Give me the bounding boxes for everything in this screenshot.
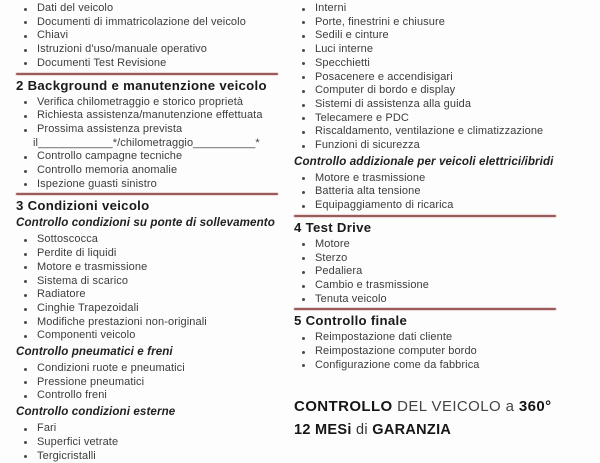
bullet-icon — [24, 183, 27, 186]
list-item-text: Reimpostazione computer bordo — [315, 345, 477, 358]
bullet-icon — [24, 395, 27, 398]
tagline-garanzia — [294, 422, 590, 439]
list-item-continuation-text: il____________*/chilometraggio__________* — [33, 136, 260, 149]
list-item — [16, 150, 282, 164]
bullet-icon — [24, 115, 27, 118]
bullet-list — [16, 96, 282, 192]
list-item — [16, 275, 282, 289]
list-item — [294, 199, 590, 213]
checklist-column-left — [16, 0, 282, 463]
bullet-icon — [24, 239, 27, 242]
list-item-text: Sistema di scarico — [37, 274, 129, 287]
list-item-continuation — [16, 137, 282, 151]
subsection-heading: Controllo condizioni su ponte di sollevamento — [16, 216, 275, 230]
list-item-text: Sterzo — [315, 251, 348, 264]
list-item-text: Batteria alta tensione — [315, 185, 421, 198]
section-heading: 4 Test Drive — [294, 219, 372, 235]
bullet-list — [294, 238, 590, 307]
list-item-text: Motore e trasmissione — [315, 171, 426, 184]
list-item-text: Configurazione come da fabbrica — [315, 358, 480, 371]
list-item — [294, 238, 590, 252]
list-item-text: Interni — [315, 2, 347, 14]
list-item-text: Controllo campagne tecniche — [37, 150, 183, 163]
bullet-icon — [24, 266, 27, 269]
bullet-icon — [24, 62, 27, 65]
list-item-text: Porte, finestrini e chiusure — [315, 15, 445, 28]
bullet-icon — [24, 49, 27, 52]
bullet-icon — [302, 257, 305, 260]
subsection-heading: Controllo condizioni esterne — [16, 405, 176, 419]
section-divider — [16, 193, 278, 195]
bullet-icon — [24, 381, 27, 384]
list-item-text: Modifiche prestazioni non-originali — [37, 315, 207, 328]
list-item — [294, 71, 590, 85]
list-item — [16, 316, 282, 330]
list-item — [16, 288, 282, 302]
bullet-icon — [302, 177, 305, 180]
list-item — [16, 436, 282, 450]
bullet-icon — [302, 49, 305, 52]
list-item — [16, 261, 282, 275]
list-item-text: Documenti di immatricolazione del veicolo — [37, 15, 246, 28]
list-item-text: Fari — [37, 422, 57, 435]
bullet-list — [16, 362, 282, 403]
list-item-text: Motore e trasmissione — [37, 260, 148, 273]
list-item — [16, 450, 282, 463]
bullet-list — [16, 422, 282, 463]
bullet-icon — [24, 428, 27, 431]
section-heading: 2 Background e manutenzione veicolo — [16, 77, 267, 93]
list-item-text: Condizioni ruote e pneumatici — [37, 362, 185, 375]
bullet-icon — [302, 117, 305, 120]
bullet-icon — [24, 308, 27, 311]
list-item-text: Chiavi — [37, 29, 69, 42]
list-item — [16, 29, 282, 43]
list-item — [294, 125, 590, 139]
list-item — [294, 185, 590, 199]
list-item — [294, 172, 590, 186]
list-item — [16, 2, 282, 16]
bullet-icon — [302, 21, 305, 24]
list-item — [294, 252, 590, 266]
list-item-text: Computer di bordo e display — [315, 84, 456, 97]
list-item-text: Tergicristalli — [37, 449, 96, 462]
list-item — [294, 359, 590, 373]
tagline-segment: 360° — [518, 398, 552, 416]
tagline-segment: GARANZIA — [372, 422, 452, 439]
bullet-icon — [302, 337, 305, 340]
list-item — [294, 345, 590, 359]
list-item — [294, 16, 590, 30]
list-item-text: Controllo freni — [37, 389, 107, 402]
bullet-list — [16, 233, 282, 343]
bullet-icon — [302, 243, 305, 246]
list-item — [294, 29, 590, 43]
bullet-icon — [302, 76, 305, 79]
list-item — [16, 96, 282, 110]
list-item — [16, 422, 282, 436]
subsection-heading: Controllo pneumatici e freni — [16, 345, 173, 359]
list-item-text: Istruzioni d'uso/manuale operativo — [37, 43, 207, 56]
list-item — [294, 98, 590, 112]
list-item — [294, 293, 590, 307]
bullet-icon — [24, 294, 27, 297]
list-item — [16, 16, 282, 30]
list-item — [294, 265, 590, 279]
bullet-list — [294, 172, 590, 213]
bullet-icon — [302, 285, 305, 288]
tagline-segment: DEL VEICOLO a — [397, 398, 519, 416]
list-item — [16, 329, 282, 343]
checklist-column-right — [294, 0, 590, 439]
list-item-text: Pressione pneumatici — [37, 375, 145, 388]
list-item-text: Prossima assistenza prevista — [37, 122, 183, 135]
list-item — [16, 362, 282, 376]
bullet-icon — [302, 145, 305, 148]
section-heading: 5 Controllo finale — [294, 313, 408, 329]
list-item-text: Luci interne — [315, 43, 374, 56]
section-divider — [294, 215, 556, 217]
section-heading: 3 Condizioni veicolo — [16, 198, 150, 214]
list-item — [294, 112, 590, 126]
list-item — [294, 279, 590, 293]
bullet-icon — [302, 205, 305, 208]
bullet-icon — [302, 298, 305, 301]
list-item-text: Sottoscocca — [37, 233, 99, 246]
list-item — [294, 2, 590, 16]
list-item — [16, 178, 282, 192]
list-item-text: Telecamere e PDC — [315, 111, 409, 124]
bullet-icon — [24, 170, 27, 173]
tagline-controllo-360 — [294, 398, 590, 415]
bullet-icon — [24, 321, 27, 324]
list-item-text: Posacenere e accendisigari — [315, 70, 453, 83]
list-item-text: Pedaliera — [315, 265, 363, 278]
list-item — [294, 84, 590, 98]
bullet-icon — [302, 351, 305, 354]
list-item-text: Tenuta veicolo — [315, 292, 387, 305]
bullet-icon — [24, 129, 27, 132]
list-item-text: Documenti Test Revisione — [37, 56, 167, 69]
list-item-text: Superfici vetrate — [37, 435, 119, 448]
list-item-text: Verifica chilometraggio e storico proprietà — [37, 95, 244, 108]
bullet-icon — [24, 335, 27, 338]
list-item-text: Cinghie Trapezoidali — [37, 301, 139, 314]
list-item-text: Controllo memoria anomalie — [37, 164, 178, 177]
section-divider — [16, 73, 278, 75]
list-item-text: Cambio e trasmissione — [315, 278, 429, 291]
bullet-icon — [24, 280, 27, 283]
bullet-icon — [24, 21, 27, 24]
list-item — [294, 331, 590, 345]
list-item-text: Sedili e cinture — [315, 29, 389, 42]
bullet-icon — [24, 35, 27, 38]
list-item — [16, 376, 282, 390]
bullet-icon — [302, 90, 305, 93]
list-item-text: Motore — [315, 237, 350, 250]
bullet-icon — [302, 364, 305, 367]
bullet-icon — [24, 253, 27, 256]
list-item — [294, 43, 590, 57]
list-item-text: Riscaldamento, ventilazione e climatizzazione — [315, 125, 544, 138]
bullet-icon — [24, 455, 27, 458]
bullet-icon — [24, 8, 27, 11]
list-item-text: Dati del veicolo — [37, 2, 114, 14]
list-item — [16, 164, 282, 178]
bullet-list — [294, 331, 590, 372]
bullet-icon — [24, 156, 27, 159]
bullet-icon — [302, 191, 305, 194]
list-item — [16, 109, 282, 123]
list-item — [294, 139, 590, 153]
bullet-icon — [302, 104, 305, 107]
bullet-list — [16, 2, 282, 71]
list-item — [16, 247, 282, 261]
list-item — [16, 233, 282, 247]
list-item-text: Sistemi di assistenza alla guida — [315, 97, 472, 110]
list-item — [16, 43, 282, 57]
list-item-text: Funzioni di sicurezza — [315, 139, 420, 152]
bullet-icon — [24, 101, 27, 104]
tagline-segment: CONTROLLO — [294, 398, 398, 416]
section-divider — [294, 308, 556, 310]
tagline-segment: di — [356, 422, 373, 439]
list-item — [16, 389, 282, 403]
bullet-icon — [302, 35, 305, 38]
list-item — [294, 57, 590, 71]
bullet-icon — [24, 441, 27, 444]
bullet-icon — [302, 271, 305, 274]
bullet-list — [294, 2, 590, 153]
list-item-text: Richiesta assistenza/manutenzione effettuata — [37, 109, 263, 122]
list-item-text: Equipaggiamento di ricarica — [315, 199, 454, 212]
bullet-icon — [302, 8, 305, 11]
list-item — [16, 57, 282, 71]
list-item-text: Specchietti — [315, 56, 370, 69]
list-item — [16, 123, 282, 137]
list-item-text: Radiatore — [37, 288, 86, 301]
bullet-icon — [24, 368, 27, 371]
tagline-segment: 12 MESi — [294, 422, 357, 439]
list-item — [16, 302, 282, 316]
list-item-text: Componenti veicolo — [37, 329, 136, 342]
bullet-icon — [302, 62, 305, 65]
subsection-heading: Controllo addizionale per veicoli elettrici/ibridi — [294, 154, 554, 168]
list-item-text: Ispezione guasti sinistro — [37, 177, 157, 190]
list-item-text: Reimpostazione dati cliente — [315, 331, 453, 344]
list-item-text: Perdite di liquidi — [37, 247, 117, 260]
bullet-icon — [302, 131, 305, 134]
